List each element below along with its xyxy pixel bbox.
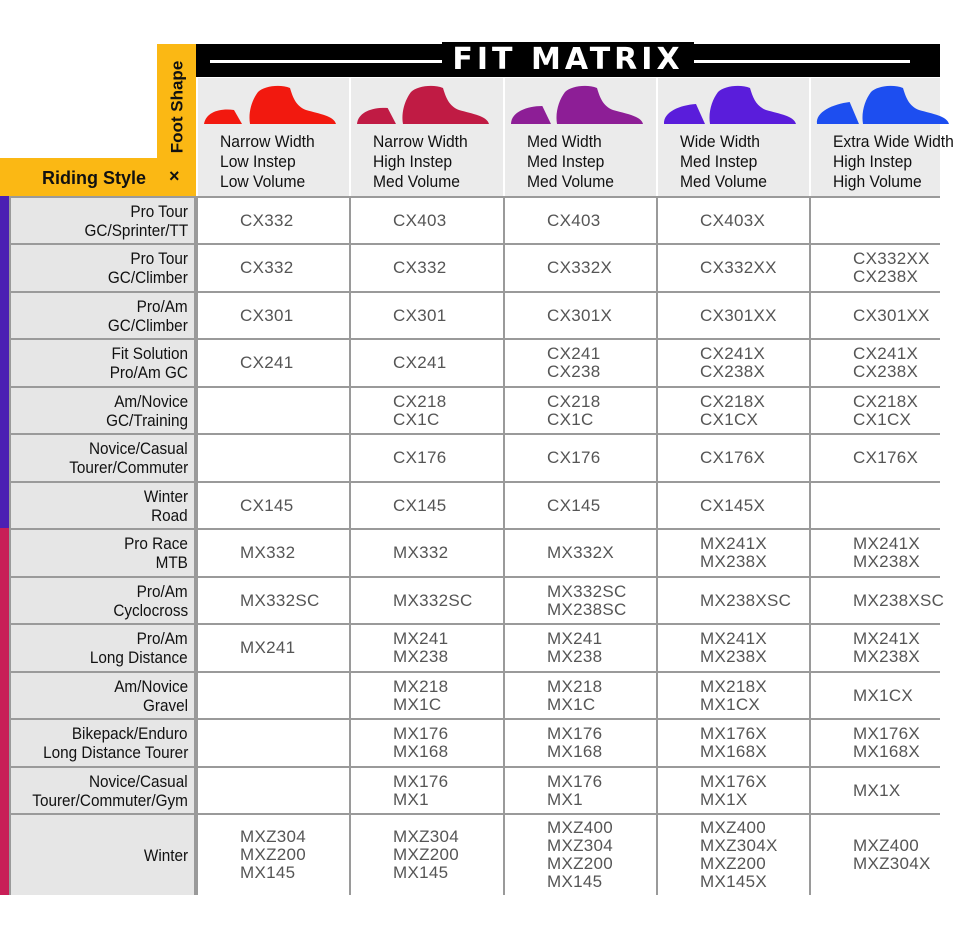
shoe-model-code: MX176 <box>547 771 603 791</box>
shoe-model-cell <box>505 578 656 623</box>
column-header-line: High Instep <box>373 152 453 171</box>
foot-shape-axis-label <box>162 46 192 168</box>
column-header-line: Med Instep <box>527 152 605 171</box>
shoe-model-cell <box>351 815 503 895</box>
foot-front-view <box>357 108 396 124</box>
shoe-model-code: MX176X <box>700 771 768 791</box>
shoe-model-cell <box>658 435 809 481</box>
shoe-model-cell <box>198 768 349 813</box>
shoe-model-cell <box>658 720 809 766</box>
shoe-model-code: MX145 <box>240 863 296 882</box>
shoe-model-code: MX238X <box>700 552 768 571</box>
foot-side-view <box>249 86 336 124</box>
shoe-model-cell <box>351 293 503 338</box>
shoe-model-code: CX332XX <box>853 249 930 268</box>
shoe-model-code: CX1CX <box>853 409 912 429</box>
foot-side-view <box>709 86 796 124</box>
shoe-model-cell <box>351 625 503 671</box>
shoe-model-code: MX238XSC <box>853 590 945 610</box>
shoe-model-code: CX332X <box>547 258 613 277</box>
shoe-model-code: MX238X <box>853 647 921 666</box>
shoe-model-code: MX145 <box>393 863 449 882</box>
row-label <box>11 435 194 481</box>
shoe-model-cell <box>658 530 809 576</box>
row-label-line: Novice/Casual <box>89 439 188 458</box>
row-label <box>11 815 194 895</box>
shoe-model-cell <box>351 340 503 386</box>
shoe-model-code: MX332 <box>240 543 296 562</box>
foot-shape-label-text: Foot Shape <box>167 60 186 154</box>
shoe-model-cell <box>658 388 809 433</box>
column-header-text <box>373 132 468 192</box>
shoe-model-cell <box>351 720 503 766</box>
row-label <box>11 720 194 766</box>
column-header-1 <box>198 78 349 196</box>
row-label <box>11 340 194 386</box>
shoe-model-code: CX301XX <box>853 305 930 325</box>
row-label-line: GC/Climber <box>108 268 188 287</box>
column-header-line: Low Volume <box>220 172 306 191</box>
cross-mark: × <box>169 166 180 186</box>
title-banner <box>196 44 940 77</box>
shoe-model-code: CX176 <box>547 448 601 467</box>
row-label-line: Road <box>151 505 188 525</box>
row-label-line: Winter <box>143 486 188 506</box>
shoe-model-code: MX1X <box>700 789 748 809</box>
shoe-model-code: MX145 <box>547 872 603 891</box>
shoe-model-cell <box>658 815 809 895</box>
column-header-line: Med Volume <box>527 172 614 191</box>
column-header-line: Med Width <box>527 132 602 151</box>
shoe-model-cell <box>505 720 656 766</box>
shoe-model-code: CX1C <box>393 409 440 429</box>
column-header-line: Low Instep <box>220 152 296 171</box>
row-label-line: Long Distance <box>90 648 188 667</box>
shoe-model-cell <box>198 815 349 895</box>
shoe-model-code: MX332SC <box>393 590 473 610</box>
shoe-model-code: CX176X <box>853 448 919 467</box>
red-foot-icon <box>198 82 348 132</box>
shoe-model-code: MXZ304X <box>853 854 931 873</box>
row-label-line: Long Distance Tourer <box>42 743 188 762</box>
row-label-line: Tourer/Commuter/Gym <box>32 790 188 810</box>
shoe-model-cell <box>505 673 656 718</box>
shoe-model-code: MX218X <box>700 676 768 696</box>
row-label-line: Pro Tour <box>130 249 188 268</box>
shoe-model-code: CX403 <box>547 210 601 230</box>
row-label-line: Am/Novice <box>114 391 188 411</box>
shoe-model-code: MXZ200 <box>547 854 614 873</box>
shoe-model-code: CX241X <box>700 344 766 363</box>
shoe-model-code: CX1C <box>547 409 594 429</box>
shoe-model-cell <box>351 578 503 623</box>
shoe-model-cell <box>505 483 656 528</box>
foot-front-view <box>511 106 551 124</box>
shoe-model-code: CX218X <box>700 391 766 411</box>
shoe-model-cell <box>351 435 503 481</box>
foot-front-view <box>204 110 242 124</box>
shoe-model-code: MX241 <box>393 629 449 648</box>
row-label-line: Pro Race <box>124 534 188 553</box>
shoe-model-code: MX332X <box>547 543 615 562</box>
row-label <box>11 578 194 623</box>
row-label <box>11 293 194 338</box>
row-label-line: Pro/Am <box>136 629 188 648</box>
shoe-model-cell <box>811 340 940 386</box>
shoe-model-code: MX238 <box>393 647 449 666</box>
shoe-model-code: MX176X <box>700 724 768 743</box>
shoe-model-code: MX176 <box>393 724 449 743</box>
shoe-model-code: CX301 <box>240 305 294 325</box>
shoe-model-code: CX238 <box>547 362 601 381</box>
shoe-model-code: MXZ400 <box>853 836 920 855</box>
shoe-model-code: MX241 <box>547 629 603 648</box>
row-label <box>11 625 194 671</box>
shoe-model-cell <box>198 578 349 623</box>
shoe-model-code: MX1X <box>853 780 901 800</box>
shoe-model-code: MX241 <box>240 638 296 657</box>
row-label-line: Pro/Am <box>136 296 188 316</box>
shoe-model-code: CX1CX <box>700 409 759 429</box>
shoe-model-cell <box>811 530 940 576</box>
foot-front-view <box>817 102 859 124</box>
shoe-model-cell <box>351 768 503 813</box>
row-label <box>11 198 194 243</box>
foot-side-view <box>862 86 949 124</box>
shoe-model-code: CX301X <box>547 305 613 325</box>
shoe-model-cell <box>658 673 809 718</box>
row-label-line: Winter <box>143 845 188 865</box>
column-header-line: Med Volume <box>680 172 767 191</box>
shoe-model-code: CX301 <box>393 305 447 325</box>
shoe-model-cell <box>198 245 349 291</box>
foot-side-view <box>556 86 643 124</box>
shoe-model-code: MX168X <box>853 742 921 761</box>
shoe-model-code: MX241X <box>700 534 768 553</box>
shoe-model-code: MX241X <box>853 534 921 553</box>
shoe-model-code: CX176X <box>700 448 766 467</box>
shoe-model-code: CX241 <box>547 344 601 363</box>
shoe-model-code: MX238X <box>853 552 921 571</box>
shoe-model-code: MX1CX <box>853 685 914 705</box>
row-label-line: Am/Novice <box>114 676 188 696</box>
column-header-line: Wide Width <box>680 132 760 151</box>
shoe-model-cell <box>198 388 349 433</box>
shoe-model-code: MXZ200 <box>240 845 307 864</box>
shoe-model-code: MXZ304 <box>547 836 614 855</box>
shoe-model-code: MX332SC <box>547 581 627 601</box>
shoe-model-cell <box>505 340 656 386</box>
shoe-model-cell <box>811 388 940 433</box>
shoe-model-code: MX238SC <box>547 599 627 619</box>
shoe-model-cell <box>198 293 349 338</box>
shoe-model-cell <box>351 483 503 528</box>
shoe-model-cell <box>505 245 656 291</box>
shoe-model-cell <box>811 673 940 718</box>
shoe-model-cell <box>198 340 349 386</box>
shoe-model-cell <box>811 720 940 766</box>
shoe-model-code: CX241 <box>240 353 294 372</box>
shoe-model-cell <box>198 530 349 576</box>
shoe-model-code: CX301XX <box>700 305 777 325</box>
shoe-model-cell <box>505 198 656 243</box>
shoe-model-cell <box>198 720 349 766</box>
shoe-model-cell <box>505 388 656 433</box>
shoe-model-code: MXZ200 <box>700 854 767 873</box>
violet-foot-icon <box>658 82 808 132</box>
shoe-model-cell <box>658 245 809 291</box>
column-header-5 <box>811 78 954 196</box>
shoe-model-code: CX332 <box>240 258 294 277</box>
riding-style-axis-label: Riding Style <box>42 168 147 188</box>
row-label <box>11 530 194 576</box>
shoe-model-cell <box>505 293 656 338</box>
shoe-model-cell <box>658 768 809 813</box>
shoe-model-code: MX168 <box>393 742 449 761</box>
shoe-model-code: CX403 <box>393 210 447 230</box>
shoe-model-code: MXZ400 <box>700 818 767 837</box>
shoe-model-cell <box>198 483 349 528</box>
shoe-model-code: CX218X <box>853 391 919 411</box>
row-label <box>11 483 194 528</box>
shoe-model-code: MX1C <box>393 694 442 714</box>
column-header-line: Extra Wide Width <box>833 132 954 151</box>
shoe-model-code: CX218 <box>393 391 447 411</box>
foot-side-view <box>402 86 489 124</box>
shoe-model-cell <box>505 625 656 671</box>
shoe-model-cell <box>198 435 349 481</box>
shoe-model-code: MX168 <box>547 742 603 761</box>
shoe-model-cell <box>505 530 656 576</box>
shoe-model-code: MX1 <box>547 789 583 809</box>
shoe-model-code: CX403X <box>700 210 766 230</box>
shoe-model-code: CX238X <box>700 362 766 381</box>
shoe-model-cell <box>811 293 940 338</box>
shoe-model-cell <box>351 388 503 433</box>
shoe-model-cell <box>811 578 945 623</box>
shoe-model-cell <box>198 625 349 671</box>
column-header-3 <box>505 78 656 196</box>
shoe-model-code: CX332XX <box>700 258 777 277</box>
row-label-line: Pro/Am GC <box>109 363 188 382</box>
foot-front-view <box>664 104 705 124</box>
shoe-model-code: CX238X <box>853 362 919 381</box>
shoe-model-cell <box>658 340 809 386</box>
shoe-model-code: MX238X <box>700 647 768 666</box>
shoe-model-cell <box>811 245 940 291</box>
shoe-model-cell <box>658 198 809 243</box>
column-header-line: High Volume <box>833 172 922 191</box>
shoe-model-cell <box>198 673 349 718</box>
shoe-model-cell <box>351 530 503 576</box>
shoe-model-code: MX241X <box>700 629 768 648</box>
column-header-line: Narrow Width <box>373 132 468 151</box>
shoe-model-cell <box>658 625 809 671</box>
shoe-model-cell <box>811 198 940 243</box>
row-label <box>11 388 194 433</box>
row-label-line: MTB <box>155 553 188 572</box>
purple-foot-icon <box>505 82 655 132</box>
shoe-model-cell <box>658 483 809 528</box>
column-header-line: High Instep <box>833 152 913 171</box>
shoe-model-cell <box>811 815 940 895</box>
column-header-line: Med Instep <box>680 152 758 171</box>
row-label-line: Tourer/Commuter <box>68 458 188 477</box>
shoe-model-code: MX218 <box>547 676 603 696</box>
shoe-model-code: CX218 <box>547 391 601 411</box>
shoe-model-code: CX332 <box>393 258 447 277</box>
shoe-model-cell <box>505 768 656 813</box>
shoe-model-code: CX176 <box>393 448 447 467</box>
shoe-model-code: MX1CX <box>700 694 761 714</box>
shoe-model-code: MXZ304X <box>700 836 778 855</box>
shoe-model-code: MX1C <box>547 694 596 714</box>
shoe-model-code: MX176X <box>853 724 921 743</box>
shoe-model-cell <box>351 245 503 291</box>
shoe-model-code: MX218 <box>393 676 449 696</box>
shoe-model-code: MXZ200 <box>393 845 460 864</box>
row-label-line: Gravel <box>142 695 188 715</box>
road-group-bar <box>0 196 9 528</box>
column-header-2 <box>351 78 503 196</box>
row-label-line: GC/Training <box>106 410 188 430</box>
row-label <box>11 673 194 718</box>
crimson-foot-icon <box>351 82 501 132</box>
shoe-model-cell <box>351 198 503 243</box>
shoe-model-cell <box>198 198 349 243</box>
shoe-model-code: MXZ304 <box>393 827 460 846</box>
shoe-model-code: MX238XSC <box>700 590 792 610</box>
shoe-model-code: CX332 <box>240 210 294 230</box>
row-label-line: GC/Sprinter/TT <box>84 220 188 240</box>
shoe-model-cell <box>505 815 656 895</box>
shoe-model-cell <box>505 435 656 481</box>
shoe-model-cell <box>658 293 809 338</box>
shoe-model-cell <box>811 768 940 813</box>
shoe-model-cell <box>811 483 940 528</box>
blue-foot-icon <box>811 82 961 132</box>
row-label-line: GC/Climber <box>108 315 188 335</box>
row-label-line: Novice/Casual <box>89 771 188 791</box>
shoe-model-code: CX145 <box>547 495 601 515</box>
shoe-model-code: MXZ304 <box>240 827 307 846</box>
column-header-4 <box>658 78 809 196</box>
shoe-model-code: CX145 <box>393 495 447 515</box>
shoe-model-code: CX145X <box>700 495 766 515</box>
shoe-model-code: CX238X <box>853 267 919 286</box>
shoe-model-cell <box>658 578 809 623</box>
row-label <box>11 245 194 291</box>
shoe-model-code: MX332 <box>393 543 449 562</box>
shoe-model-code: MX332SC <box>240 590 320 610</box>
column-header-text <box>527 132 614 192</box>
shoe-model-cell <box>811 625 940 671</box>
column-header-text <box>680 132 767 192</box>
shoe-model-code: MX1 <box>393 789 429 809</box>
shoe-model-code: MXZ400 <box>547 818 614 837</box>
column-header-text <box>833 132 954 192</box>
shoe-model-code: CX241 <box>393 353 447 372</box>
shoe-model-code: MX168X <box>700 742 768 761</box>
shoe-model-code: CX145 <box>240 495 294 515</box>
shoe-model-code: MX176 <box>393 771 449 791</box>
column-header-text <box>220 132 315 192</box>
shoe-model-cell <box>351 673 503 718</box>
row-label-line: Pro/Am <box>136 581 188 601</box>
shoe-model-code: CX241X <box>853 344 919 363</box>
row-label-line: Pro Tour <box>130 201 188 221</box>
shoe-model-code: MX238 <box>547 647 603 666</box>
column-header-line: Narrow Width <box>220 132 315 151</box>
shoe-model-code: MX145X <box>700 872 768 891</box>
column-header-line: Med Volume <box>373 172 460 191</box>
chart-title: FIT MATRIX <box>442 42 693 77</box>
shoe-model-cell <box>811 435 940 481</box>
row-label-line: Cyclocross <box>113 600 188 620</box>
row-label-line: Fit Solution <box>111 344 188 363</box>
row-label <box>11 768 194 813</box>
shoe-model-code: MX241X <box>853 629 921 648</box>
shoe-model-code: MX176 <box>547 724 603 743</box>
row-label-line: Bikepack/Enduro <box>72 724 188 743</box>
mtb-group-bar <box>0 528 9 895</box>
